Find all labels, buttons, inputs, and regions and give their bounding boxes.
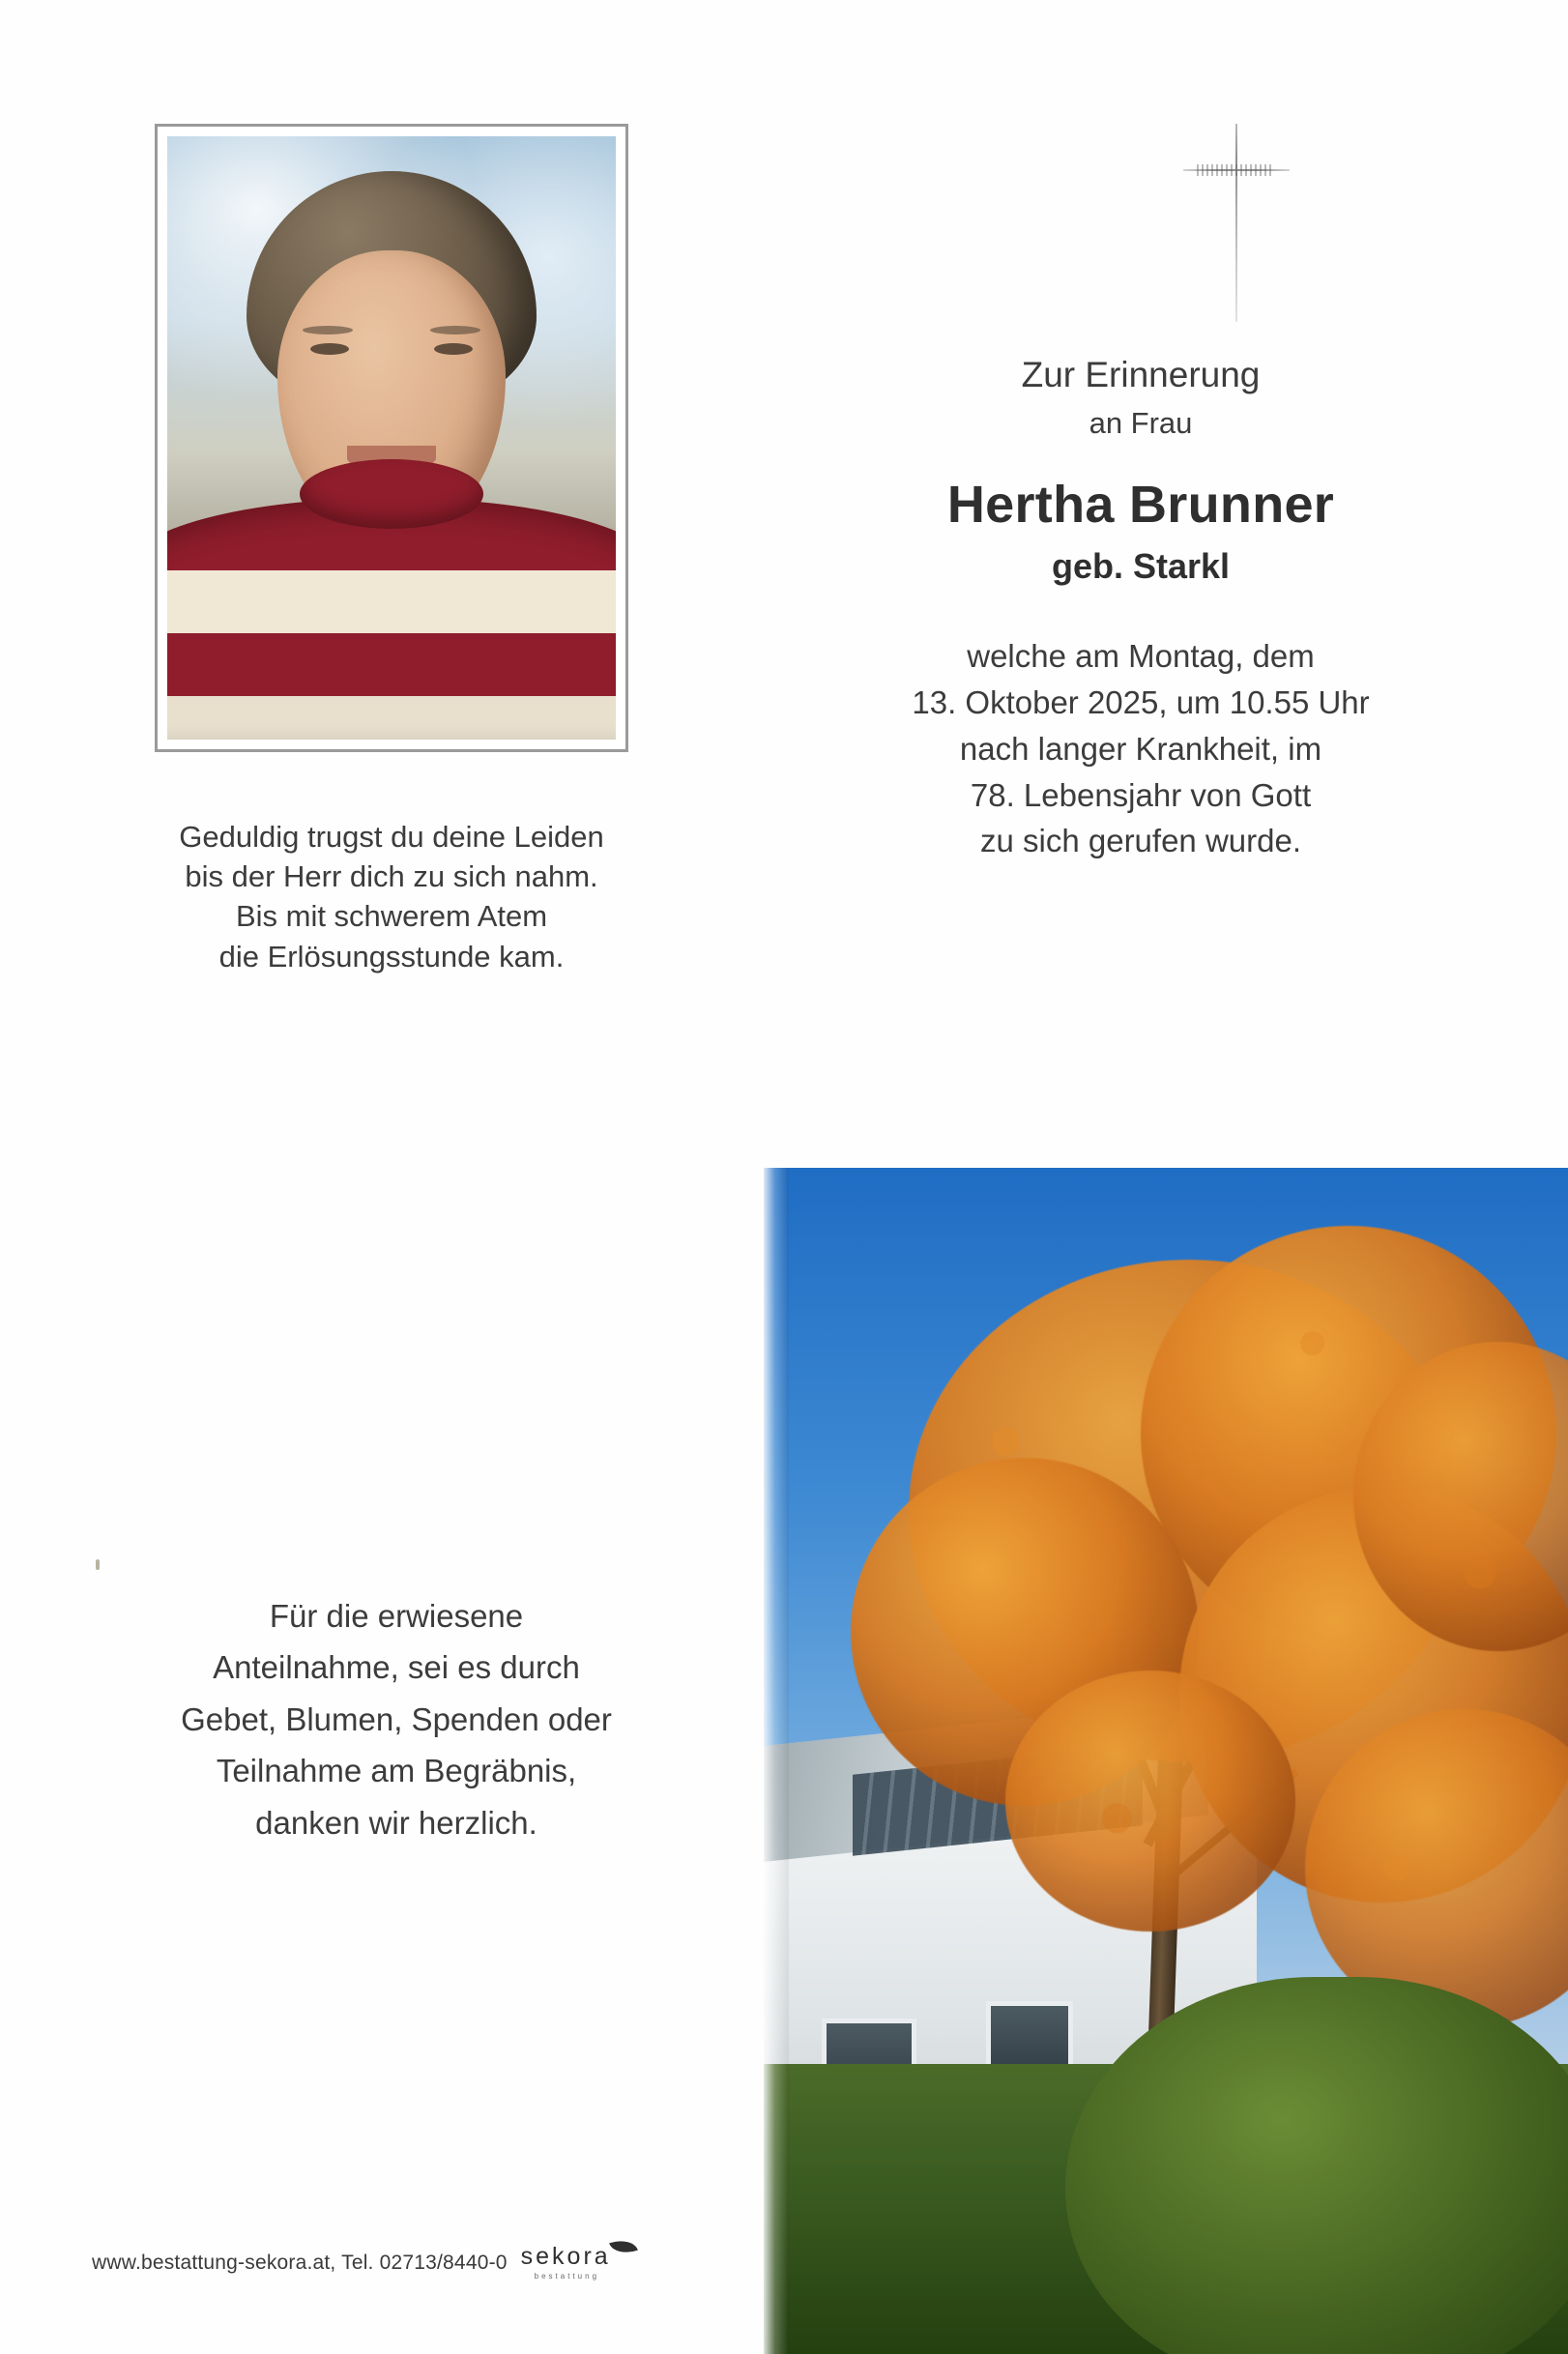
- verse-line: Bis mit schwerem Atem: [235, 899, 548, 934]
- portrait-image: [167, 136, 616, 740]
- paper-speck: [96, 1559, 100, 1570]
- portrait-eyebrow-left: [303, 326, 353, 334]
- portrait-photo: [155, 124, 628, 752]
- logo-subtitle: bestattung: [534, 2272, 600, 2281]
- photo-fold-edge: [764, 1168, 789, 2354]
- memorial-detail-line: zu sich gerufen wurde.: [979, 823, 1301, 859]
- memorial-detail-line: 78. Lebensjahr von Gott: [970, 776, 1312, 813]
- leaf-icon: [609, 2235, 638, 2257]
- deceased-name: Hertha Brunner: [946, 476, 1335, 535]
- verse-line: Geduldig trugst du deine Leiden: [179, 820, 604, 854]
- portrait-eye-right: [434, 343, 473, 355]
- verse-block: [92, 817, 691, 976]
- verse-line: bis der Herr dich zu sich nahm.: [185, 859, 598, 894]
- verse-line: die Erlösungsstunde kam.: [218, 939, 565, 974]
- portrait-sweater: [167, 498, 616, 740]
- thanks-line: danken wir herzlich.: [255, 1804, 537, 1841]
- logo-wordmark: sekora: [520, 2243, 611, 2270]
- footer: [92, 2245, 611, 2281]
- memorial-detail-line: nach langer Krankheit, im: [959, 730, 1322, 767]
- memorial-intro-line-1: Zur Erinnerung: [1021, 355, 1261, 394]
- thanks-line: Für die erwiesene: [269, 1598, 524, 1634]
- deceased-maiden-name: geb. Starkl: [1051, 546, 1231, 587]
- sekora-logo: [521, 2245, 611, 2281]
- cross-ornament: [1197, 164, 1274, 176]
- cross-vertical-bar: [1235, 124, 1237, 322]
- memorial-text-block: [802, 353, 1479, 864]
- portrait-eyebrow-right: [430, 326, 480, 334]
- thanks-line: Anteilnahme, sei es durch: [213, 1649, 580, 1686]
- portrait-collar: [300, 459, 483, 529]
- footer-contact-text: www.bestattung-sekora.at, Tel. 02713/8440-0: [92, 2251, 508, 2274]
- memorial-detail-block: [802, 633, 1479, 864]
- thanks-line: Gebet, Blumen, Spenden oder: [181, 1700, 612, 1737]
- memorial-intro-line-2: an Frau: [1089, 406, 1193, 441]
- autumn-tree-photo: [764, 1168, 1568, 2354]
- christian-cross-icon: [1183, 124, 1290, 322]
- thanks-line: Teilnahme am Begräbnis,: [216, 1753, 577, 1789]
- memorial-detail-line: 13. Oktober 2025, um 10.55 Uhr: [912, 683, 1370, 720]
- thanks-block: [77, 1590, 715, 1848]
- portrait-eye-left: [310, 343, 349, 355]
- memorial-detail-line: welche am Montag, dem: [967, 638, 1315, 675]
- photo-tree-canopy: [1005, 1671, 1295, 1932]
